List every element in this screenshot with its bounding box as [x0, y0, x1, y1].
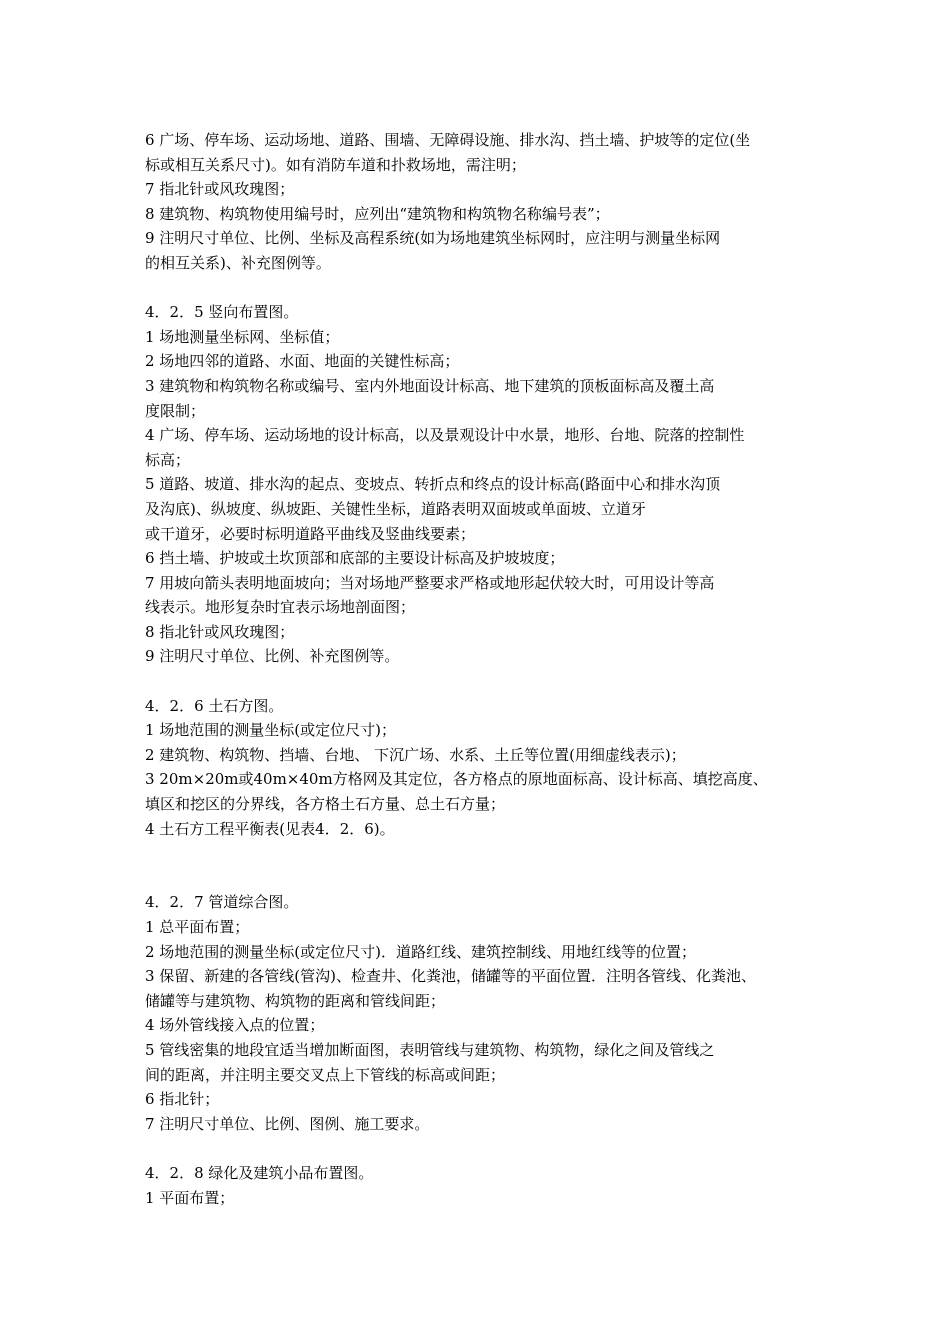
section-4-2-7	[145, 890, 820, 1136]
text-line: 1 场地测量坐标网、坐标值；	[145, 327, 340, 346]
text-line: 1 总平面布置；	[145, 918, 250, 936]
text-line: 2 场地四邻的道路、水面、地面的关键性标高；	[145, 352, 460, 371]
text-line: 8 指北针或风玫瑰图；	[145, 622, 295, 641]
text-line: 4 广场、停车场、运动场地的设计标高，以及景观设计中水景，地形、台地、院落的控制性	[145, 426, 745, 445]
text-line: 标高；	[145, 450, 191, 469]
section-4-2-6	[145, 694, 820, 842]
text-line: 6 指北针；	[145, 1090, 220, 1109]
text-line: 度限制；	[145, 401, 206, 420]
paragraph-gap	[145, 1136, 820, 1161]
text-line: 4 土石方工程平衡表(见表4．2．6)。	[145, 819, 395, 838]
text-line: 1 场地范围的测量坐标(或定位尺寸)；	[145, 721, 397, 740]
section-heading: 4．2．8 绿化及建筑小品布置图。	[145, 1163, 374, 1182]
text-line: 3 建筑物和构筑物名称或编号、室内外地面设计标高、地下建筑的顶板面标高及覆土高	[145, 376, 715, 395]
section-4-2-8	[145, 1161, 820, 1210]
text-line: 4 场外管线接入点的位置；	[145, 1016, 325, 1035]
text-line: 线表示。地形复杂时宜表示场地剖面图；	[145, 598, 416, 617]
text-line: 或干道牙，必要时标明道路平曲线及竖曲线要素；	[145, 524, 476, 543]
text-line: 9 注明尺寸单位、比例、坐标及高程系统(如为场地建筑坐标网时，应注明与测量坐标网	[145, 229, 721, 248]
text-line: 标或相互关系尺寸)。如有消防车道和扑救场地，需注明；	[145, 155, 526, 174]
text-line: 5 道路、坡道、排水沟的起点、变坡点、转折点和终点的设计标高(路面中心和排水沟顶	[145, 475, 721, 494]
text-line: 8 建筑物、构筑物使用编号时，应列出“建筑物和构筑物名称编号表”；	[145, 204, 610, 223]
text-line: 及沟底)、纵坡度、纵坡距、关键性坐标，道路表明双面坡或单面坡、立道牙	[145, 499, 646, 518]
text-line: 2 建筑物、构筑物、挡墙、台地、 下沉广场、水系、土丘等位置(用细虚线表示)；	[145, 745, 686, 764]
text-line: 7 指北针或风玫瑰图；	[145, 180, 295, 199]
text-line: 填区和挖区的分界线，各方格土石方量、总土石方量；	[145, 795, 506, 814]
text-line: 6 挡土墙、护坡或土坎顶部和底部的主要设计标高及护坡坡度；	[145, 549, 565, 568]
text-line: 的相互关系)、补充图例等。	[145, 253, 331, 272]
text-line: 7 用坡向箭头表明地面坡向；当对场地严整要求严格或地形起伏较大时，可用设计等高	[145, 573, 715, 592]
text-line: 3 20m×20m或40m×40m方格网及其定位，各方格点的原地面标高、设计标高、填挖高度、	[145, 770, 768, 789]
text-line: 1 平面布置；	[145, 1188, 235, 1207]
text-line: 7 注明尺寸单位、比例、图例、施工要求。	[145, 1114, 430, 1133]
paragraph-gap	[145, 669, 820, 694]
text-line: 6 广场、停车场、运动场地、道路、围墙、无障碍设施、排水沟、挡土墙、护坡等的定位(坐	[145, 131, 751, 149]
text-line: 3 保留、新建的各管线(管沟)、检查井、化粪池，储罐等的平面位置．注明各管线、化粪池、	[145, 967, 757, 986]
text-line: 9 注明尺寸单位、比例、补充图例等。	[145, 647, 400, 666]
text-line: 间的距离，并注明主要交叉点上下管线的标高或间距；	[145, 1065, 506, 1084]
document-body	[145, 128, 820, 1210]
text-line: 2 场地范围的测量坐标(或定位尺寸)．道路红线、建筑控制线、用地红线等的位置；	[145, 942, 697, 961]
text-line: 5 管线密集的地段宜适当增加断面图，表明管线与建筑物、构筑物，绿化之间及管线之	[145, 1040, 715, 1059]
paragraph-gap	[145, 841, 820, 890]
section-heading: 4．2．6 土石方图。	[145, 696, 284, 715]
section-heading: 4．2．7 管道综合图。	[145, 893, 299, 912]
text-line: 储罐等与建筑物、构筑物的距离和管线间距；	[145, 991, 446, 1010]
paragraph-gap	[145, 276, 820, 301]
section-site-plan-tail	[145, 128, 820, 276]
section-heading: 4．2．5 竖向布置图。	[145, 303, 299, 322]
section-4-2-5	[145, 300, 820, 669]
